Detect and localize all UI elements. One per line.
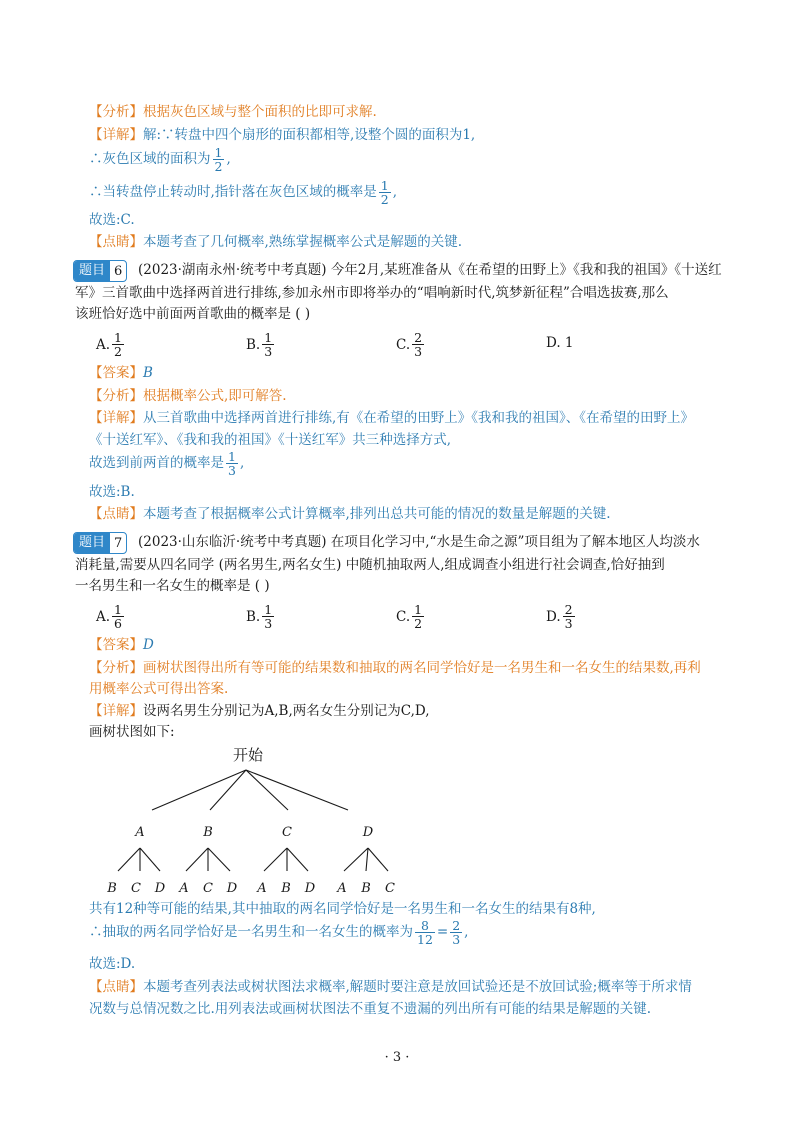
tree-leaf: A	[257, 881, 267, 896]
tree-leaf: C	[385, 881, 395, 896]
tree-node: D	[362, 825, 374, 840]
fraction: $\frac{1}{2}$	[380, 178, 389, 207]
q6-choose-line: 故选:B.	[89, 484, 135, 500]
q6-stem-3: 该班恰好选中前面两首歌曲的概率是 ( )	[75, 306, 311, 322]
fraction: $\frac{1}{2}$	[214, 145, 223, 174]
detail-line	[89, 126, 475, 144]
analysis-line	[89, 103, 377, 121]
q7-comment-line-1	[89, 978, 692, 996]
tree-leaf: A	[179, 881, 189, 896]
detail-tag: 【详解】	[89, 410, 143, 426]
q7-comment-line-2: 况数与总情况数之比.用列表法或画树状图法不重复不遗漏的列出所有可能的结果是解题的关键.	[89, 1001, 652, 1017]
analysis-tag: 【分析】	[89, 660, 143, 676]
q7-stem-1: (2023·山东临沂·统考中考真题) 在项目化学习中,“水是生命之源”项目组为了解本地区人均淡水	[138, 534, 700, 550]
q7-result-line-1: 共有12种等可能的结果,其中抽取的两名同学恰好是一名男生和一名女生的结果有8种,	[89, 901, 596, 917]
q6-option-c: C. $\frac{2}{3}$	[396, 330, 423, 359]
detail-text: 设两名男生分别记为A,B,两名女生分别记为C,D,	[143, 703, 430, 719]
q7-answer-line	[89, 636, 154, 654]
q7-detail-line-1	[89, 702, 430, 720]
badge-number: 6	[114, 263, 123, 279]
tree-leaf: A	[337, 881, 347, 896]
choose-line: 故选:C.	[89, 212, 135, 228]
tree-node: A	[135, 825, 145, 840]
comment-text: 本题考查了几何概率,熟练掌握概率公式是解题的关键.	[143, 234, 463, 250]
answer-value: D	[143, 637, 154, 653]
detail-text: 从三首歌曲中选择两首进行排练,有《在希望的田野上》《我和我的祖国》、《在希望的田野上》	[143, 410, 695, 426]
comment-text: 本题考查列表法或树状图法求概率,解题时要注意是放回试验还是不放回试验;概率等于所求情	[143, 979, 692, 995]
tree-leaf: C	[131, 881, 141, 896]
tree-leaf: D	[226, 881, 238, 896]
fraction: $\frac{1}{3}$	[264, 330, 273, 359]
q6-option-a: A. $\frac{1}{2}$	[96, 330, 122, 359]
answer-tag: 【答案】	[89, 637, 143, 653]
q6-stem-2: 军》三首歌曲中选择两首进行排练,参加永州市即将举办的“唱响新时代,筑梦新征程”合唱选拔赛,那么	[75, 285, 669, 301]
q6-answer-line	[89, 364, 153, 382]
q7-stem-3: 一名男生和一名女生的概率是 ( )	[75, 578, 270, 594]
comment-tag: 【点睛】	[89, 506, 143, 522]
fraction: $\frac{1}{3}$	[264, 602, 273, 631]
comment-text: 本题考查了根据概率公式计算概率,排列出总共可能的情况的数量是解题的关键.	[143, 506, 611, 522]
badge-number: 7	[114, 535, 123, 551]
q6-analysis-line	[89, 387, 287, 405]
fraction: $\frac{1}{2}$	[414, 602, 423, 631]
tree-leaf: D	[154, 881, 166, 896]
question-badge-6	[73, 260, 127, 282]
tree-leaf: B	[107, 881, 117, 896]
detail-tag: 【详解】	[89, 703, 143, 719]
q6-detail-line-2: 《十送红军》、《我和我的祖国》《十送红军》共三种选择方式,	[89, 432, 452, 448]
line3-post: ,	[226, 151, 231, 167]
comment-line	[89, 233, 462, 251]
tree-leaf: C	[203, 881, 213, 896]
analysis-tag: 【分析】	[89, 388, 143, 404]
tree-node: B	[203, 825, 213, 840]
detail-tag: 【详解】	[89, 127, 143, 143]
fraction: $\frac{1}{2}$	[114, 330, 122, 359]
q7-option-b: B. $\frac{1}{3}$	[246, 602, 273, 631]
analysis-text: 根据灰色区域与整个面积的比即可求解.	[143, 104, 377, 120]
answer-tag: 【答案】	[89, 365, 143, 381]
comment-tag: 【点睛】	[89, 979, 143, 995]
fraction: $\frac{1}{3}$	[228, 449, 236, 478]
badge-label: 题目	[74, 533, 110, 553]
tree-leaf: D	[304, 881, 316, 896]
fraction: $\frac{2}{3}$	[564, 602, 573, 631]
q7-option-c: C. $\frac{1}{2}$	[396, 602, 423, 631]
tree-leaf: B	[281, 881, 291, 896]
tree-leaf: B	[361, 881, 371, 896]
q7-analysis-line-2: 用概率公式可得出答案.	[89, 681, 229, 697]
badge-label: 题目	[74, 261, 110, 281]
question-badge-7	[73, 532, 127, 554]
tree-root: 开始	[232, 746, 264, 764]
q6-comment-line	[89, 505, 611, 523]
detail-line-3	[89, 144, 231, 174]
detail-text: 解:∵转盘中四个扇形的面积都相等,设整个圆的面积为1,	[143, 127, 476, 143]
q6-detail-line-1	[89, 409, 694, 427]
page-number: · 3 ·	[384, 1050, 410, 1065]
fraction: $\frac{8}{12}$	[417, 918, 433, 947]
q7-choose-line: 故选:D.	[89, 956, 136, 972]
tree-node: C	[282, 825, 292, 840]
q6-option-d: D. 1	[546, 335, 574, 351]
tree-diagram	[100, 738, 420, 898]
comment-tag: 【点睛】	[89, 234, 143, 250]
analysis-text: 根据概率公式,即可解答.	[143, 388, 287, 404]
line3-pre: ∴灰色区域的面积为	[89, 151, 211, 167]
fraction: $\frac{2}{3}$	[452, 918, 461, 947]
q7-stem-2: 消耗量,需要从四名同学 (两名男生,两名女生) 中随机抽取两人,组成调查小组进行社会调查,恰好抽到	[75, 557, 665, 573]
q6-option-b: B. $\frac{1}{3}$	[246, 330, 273, 359]
detail-line-4	[89, 177, 397, 207]
fraction: $\frac{2}{3}$	[414, 330, 423, 359]
answer-value: B	[143, 365, 153, 381]
q7-option-a: A. $\frac{1}{6}$	[96, 602, 122, 631]
line4-pre: ∴当转盘停止转动时,指针落在灰色区域的概率是	[89, 184, 377, 200]
q7-detail-line-2: 画树状图如下:	[89, 724, 175, 740]
q7-analysis-line-1	[89, 659, 701, 677]
analysis-text: 画树状图得出所有等可能的结果数和抽取的两名同学恰好是一名男生和一名女生的结果数,再利	[143, 660, 701, 676]
line4-post: ,	[392, 184, 398, 200]
analysis-tag: 【分析】	[89, 104, 143, 120]
q7-result-line-2: ∴抽取的两名同学恰好是一名男生和一名女生的概率为 $\frac{8}{12}$ = $\frac{2}{3}$ ,	[89, 918, 469, 947]
fraction: $\frac{1}{6}$	[114, 602, 122, 631]
q6-stem-1: (2023·湖南永州·统考中考真题) 今年2月,某班准备从《在希望的田野上》《我和我的祖国》《十送红	[138, 262, 722, 278]
q7-option-d: D. $\frac{2}{3}$	[546, 602, 573, 631]
q6-detail-line-3: 故选到前两首的概率是 $\frac{1}{3}$ ,	[89, 449, 245, 478]
